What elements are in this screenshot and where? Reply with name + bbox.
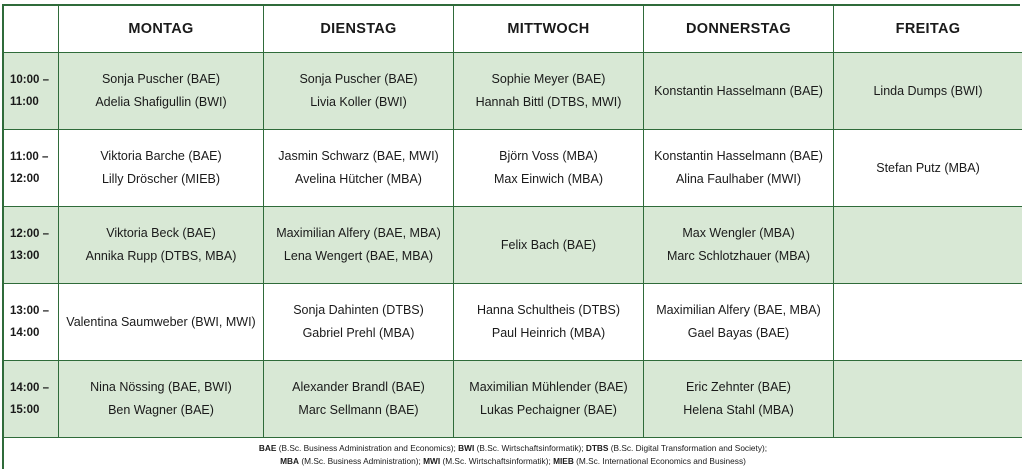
time-end: 14:00 xyxy=(10,327,40,339)
legend-desc: (M.Sc. International Economics and Business) xyxy=(573,455,746,466)
time-slot xyxy=(4,130,59,207)
header-thursday: DONNERSTAG xyxy=(644,6,834,53)
person-entry: Felix Bach (BAE) xyxy=(500,237,597,252)
header-wednesday: MITTWOCH xyxy=(454,6,644,53)
slot-cell xyxy=(644,207,834,284)
legend-abbr: DTBS xyxy=(585,442,609,453)
legend-abbr: MWI xyxy=(423,455,441,466)
person-entry: Nina Nössing (BAE, BWI) xyxy=(90,380,232,394)
time-slot xyxy=(4,207,59,284)
person-entry: Viktoria Beck (BAE) xyxy=(106,226,216,240)
slot-cell xyxy=(59,284,264,361)
person-entry: Avelina Hütcher (MBA) xyxy=(295,172,422,186)
slot-cell xyxy=(454,53,644,130)
legend-desc: (B.Sc. Digital Transformation and Society); xyxy=(608,442,768,453)
slot-cell xyxy=(59,207,264,284)
abbreviation-legend xyxy=(4,438,1022,471)
time-slot xyxy=(4,361,59,438)
legend-desc: (M.Sc. Business Administration); xyxy=(299,455,424,466)
slot-cell xyxy=(454,207,644,284)
legend-abbr: MIEB xyxy=(553,455,574,466)
slot-cell xyxy=(59,130,264,207)
slot-cell-empty xyxy=(834,207,1022,284)
person-entry: Hanna Schultheis (DTBS) xyxy=(476,303,621,317)
time-start: 14:00 – xyxy=(10,382,50,394)
time-start: 13:00 – xyxy=(10,305,50,317)
slot-cell-empty xyxy=(834,361,1022,438)
person-entry: Konstantin Hasselmann (BAE) xyxy=(654,83,823,98)
person-entry: Sonja Dahinten (DTBS) xyxy=(293,303,424,317)
slot-cell xyxy=(454,284,644,361)
slot-cell xyxy=(454,361,644,438)
person-entry: Björn Voss (MBA) xyxy=(499,149,598,163)
person-entry: Max Einwich (MBA) xyxy=(493,172,604,186)
person-entry: Sonja Puscher (BAE) xyxy=(299,72,418,86)
time-end: 11:00 xyxy=(10,96,39,108)
person-entry: Maximilian Alfery (BAE, MBA) xyxy=(656,303,821,317)
slot-cell xyxy=(644,130,834,207)
header-tuesday: DIENSTAG xyxy=(264,6,454,53)
person-entry: Eric Zehnter (BAE) xyxy=(686,380,791,394)
person-entry: Alina Faulhaber (MWI) xyxy=(675,172,802,186)
slot-cell-empty xyxy=(834,284,1022,361)
legend-abbr: MBA xyxy=(280,455,300,466)
person-entry: Stefan Putz (MBA) xyxy=(876,160,980,175)
slot-cell xyxy=(834,53,1022,130)
schedule-table xyxy=(2,4,1020,469)
time-start: 10:00 – xyxy=(10,74,50,86)
person-entry: Max Wengler (MBA) xyxy=(682,226,795,240)
legend-line xyxy=(259,442,767,455)
legend-desc: (B.Sc. Wirtschaftsinformatik); xyxy=(474,442,586,453)
legend-abbr: BWI xyxy=(458,442,475,453)
person-entry: Lena Wengert (BAE, MBA) xyxy=(283,249,434,263)
person-entry: Adelia Shafigullin (BWI) xyxy=(95,95,227,109)
person-entry: Valentina Saumweber (BWI, MWI) xyxy=(66,314,256,329)
person-entry: Lukas Pechaigner (BAE) xyxy=(480,403,617,417)
header-monday: MONTAG xyxy=(59,6,264,53)
slot-cell xyxy=(59,53,264,130)
person-entry: Helena Stahl (MBA) xyxy=(683,403,794,417)
person-entry: Jasmin Schwarz (BAE, MWI) xyxy=(278,149,439,163)
time-start: 12:00 – xyxy=(10,228,50,240)
person-entry: Alexander Brandl (BAE) xyxy=(292,380,425,394)
header-corner xyxy=(4,6,59,53)
person-entry: Gael Bayas (BAE) xyxy=(687,326,790,340)
slot-cell xyxy=(264,130,454,207)
time-end: 12:00 xyxy=(10,173,40,185)
person-entry: Viktoria Barche (BAE) xyxy=(100,149,222,163)
slot-cell xyxy=(644,284,834,361)
legend-line xyxy=(280,455,746,468)
person-entry: Linda Dumps (BWI) xyxy=(873,83,983,98)
person-entry: Sophie Meyer (BAE) xyxy=(491,72,606,86)
time-start: 11:00 – xyxy=(10,151,49,163)
slot-cell xyxy=(264,53,454,130)
time-end: 13:00 xyxy=(10,250,40,262)
person-entry: Gabriel Prehl (MBA) xyxy=(302,326,415,340)
legend-desc: (B.Sc. Business Administration and Economics); xyxy=(276,442,459,453)
person-entry: Sonja Puscher (BAE) xyxy=(101,72,221,86)
time-end: 15:00 xyxy=(10,404,40,416)
slot-cell xyxy=(834,130,1022,207)
person-entry: Marc Schlotzhauer (MBA) xyxy=(666,249,811,263)
person-entry: Hannah Bittl (DTBS, MWI) xyxy=(475,95,622,109)
time-slot xyxy=(4,53,59,130)
slot-cell xyxy=(264,207,454,284)
person-entry: Lilly Dröscher (MIEB) xyxy=(101,172,221,186)
slot-cell xyxy=(454,130,644,207)
person-entry: Livia Koller (BWI) xyxy=(310,95,407,109)
person-entry: Annika Rupp (DTBS, MBA) xyxy=(85,249,237,263)
person-entry: Marc Sellmann (BAE) xyxy=(298,403,419,417)
person-entry: Konstantin Hasselmann (BAE) xyxy=(654,149,823,163)
slot-cell xyxy=(59,361,264,438)
legend-abbr: BAE xyxy=(258,442,277,453)
slot-cell xyxy=(264,361,454,438)
slot-cell xyxy=(644,53,834,130)
slot-cell xyxy=(644,361,834,438)
person-entry: Maximilian Alfery (BAE, MBA) xyxy=(276,226,441,240)
legend-desc: (M.Sc. Wirtschaftsinformatik); xyxy=(440,455,554,466)
header-friday: FREITAG xyxy=(834,6,1022,53)
person-entry: Paul Heinrich (MBA) xyxy=(491,326,606,340)
slot-cell xyxy=(264,284,454,361)
person-entry: Ben Wagner (BAE) xyxy=(108,403,214,417)
person-entry: Maximilian Mühlender (BAE) xyxy=(469,380,628,394)
time-slot xyxy=(4,284,59,361)
